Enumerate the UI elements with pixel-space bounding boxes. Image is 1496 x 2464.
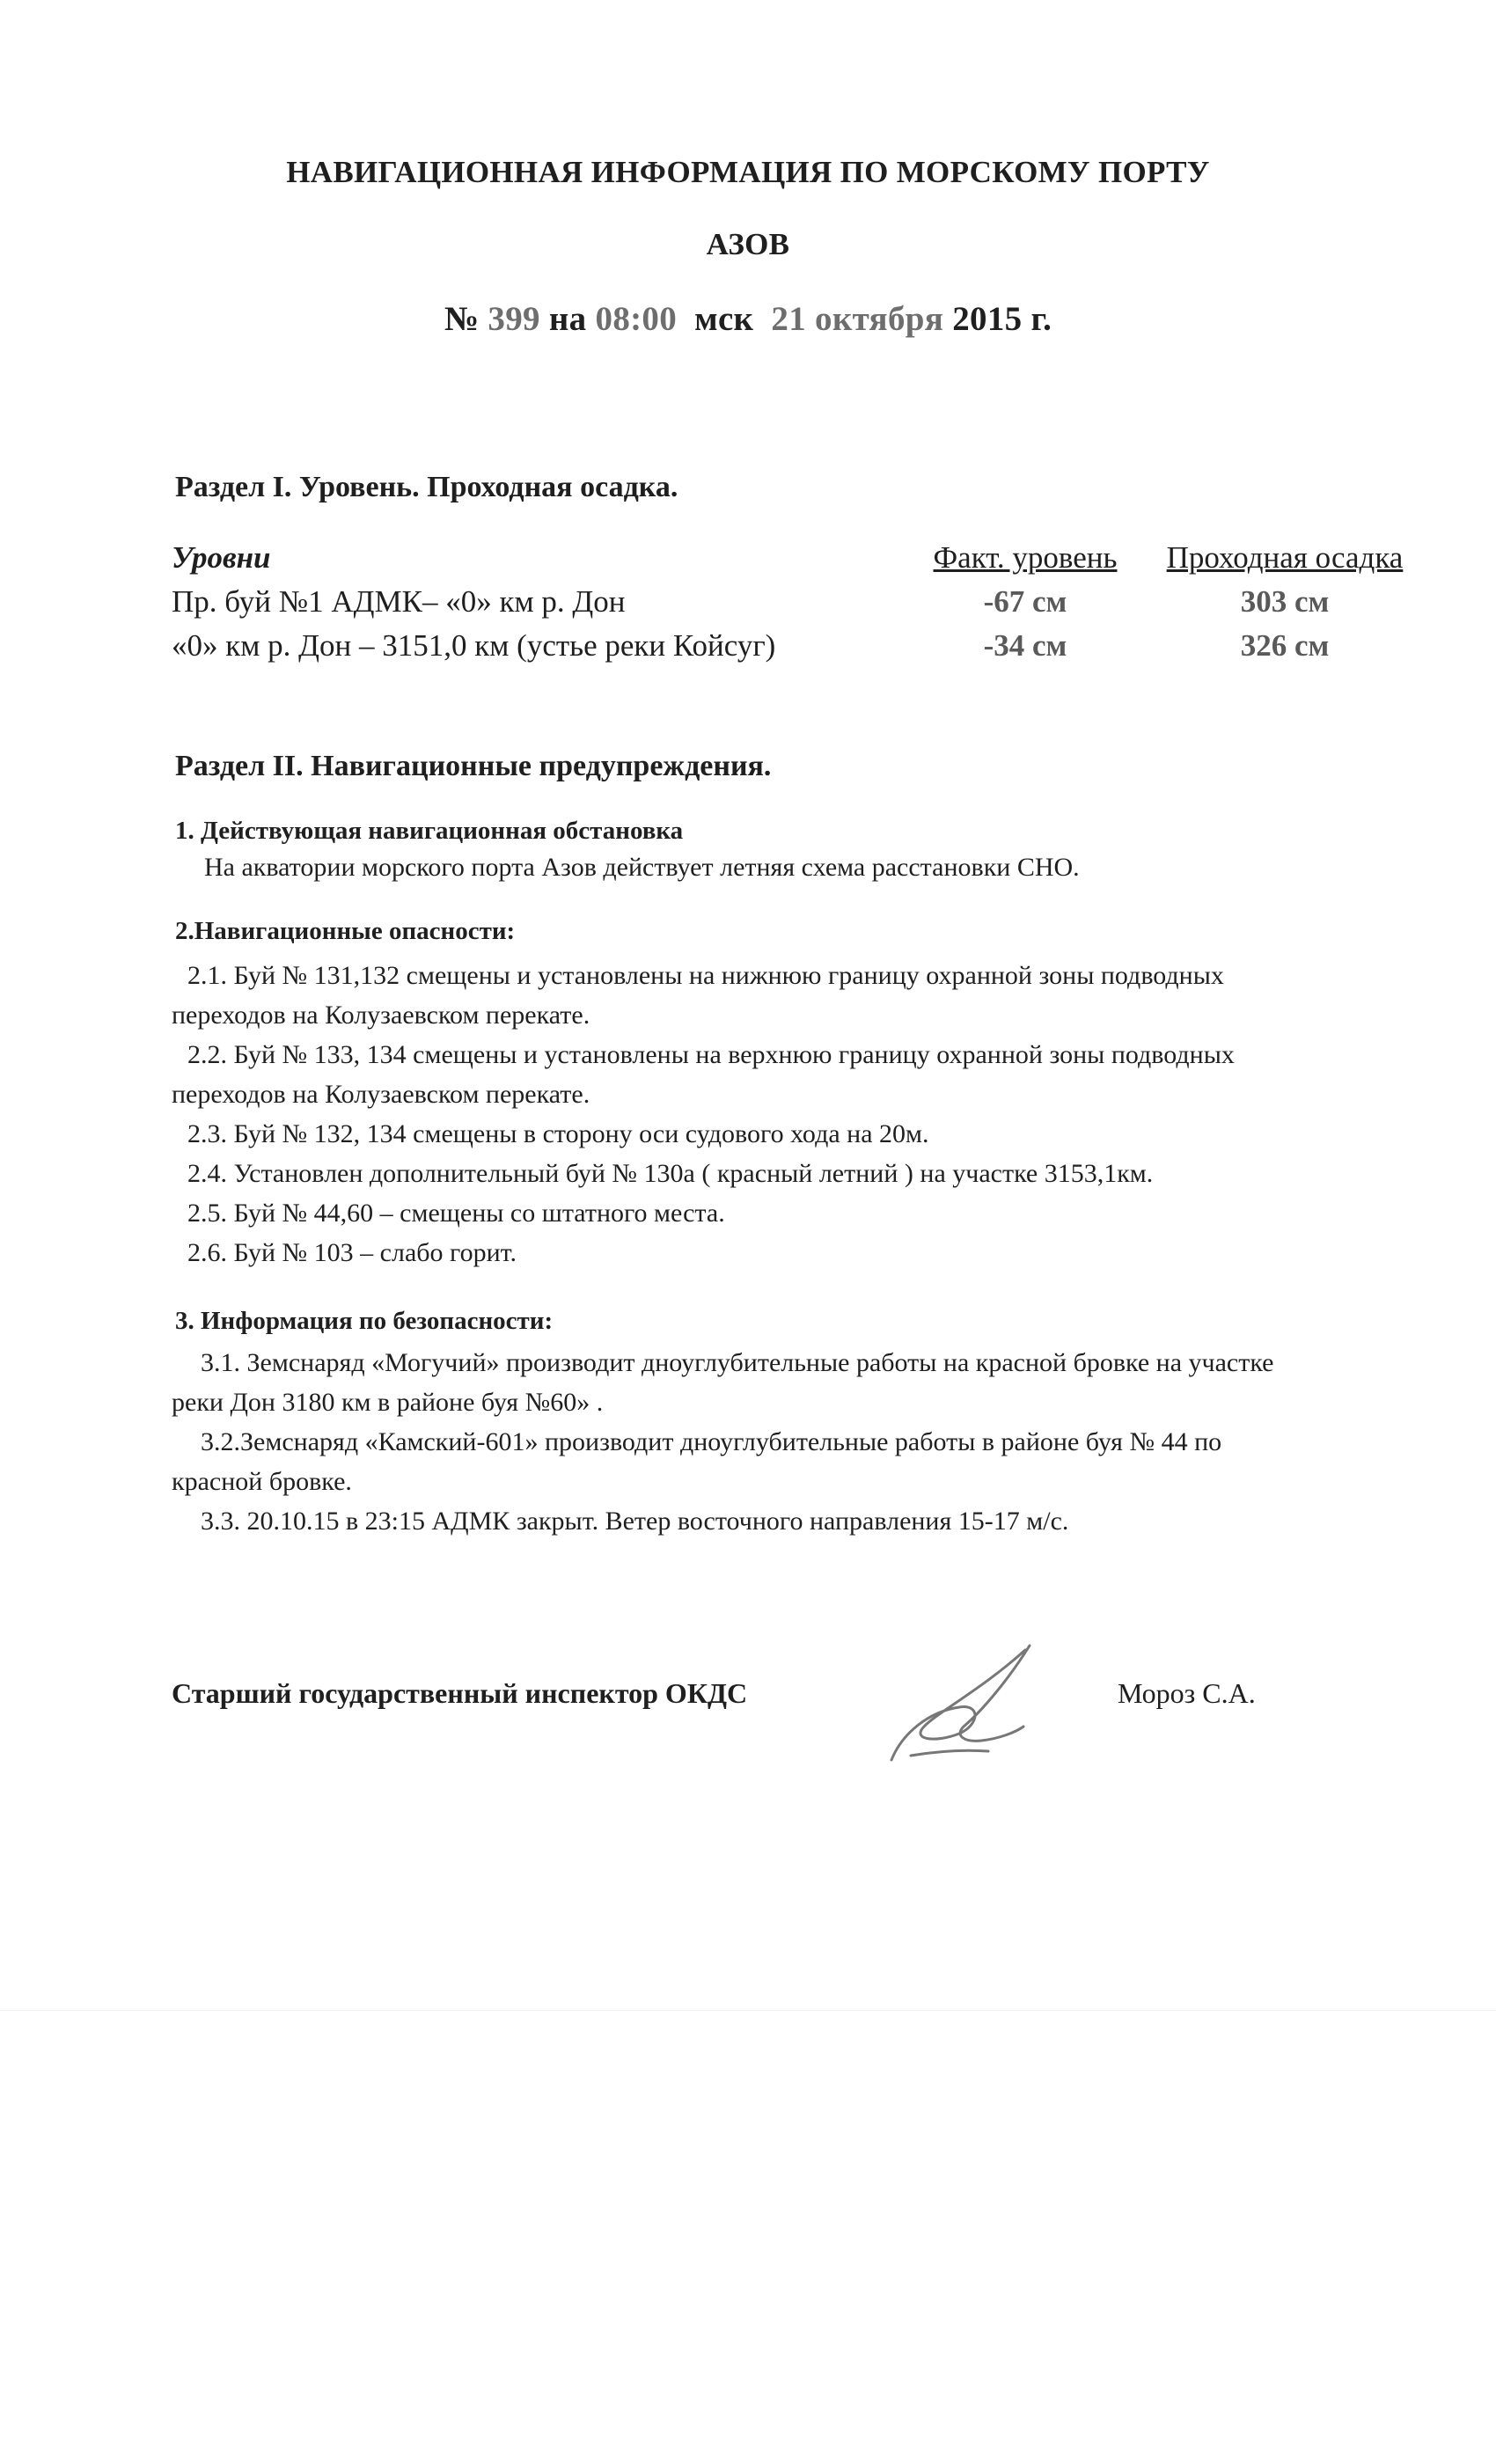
bulletin-number: 399 — [488, 300, 540, 338]
list-item-continuation: переходов на Колузаевском перекате. — [172, 1080, 590, 1109]
actual-level-value: -67 см — [983, 584, 1067, 619]
segment-label: Пр. буй №1 АДМК– «0» км р. Дон — [172, 584, 626, 619]
list-item-continuation: реки Дон 3180 км в районе буя №60» . — [172, 1388, 604, 1417]
section-1-title: Раздел I. Уровень. Проходная осадка. — [175, 471, 678, 503]
list-item-continuation: переходов на Колузаевском перекате. — [172, 1001, 590, 1030]
levels-table — [172, 540, 1421, 672]
list-item: 3.2.Земснаряд «Камский-601» производит дноуглубительные работы в районе буя № 44 по — [201, 1427, 1222, 1456]
list-item: 2.4. Установлен дополнительный буй № 130а ( красный летний ) на участке 3153,1км. — [187, 1159, 1154, 1188]
levels-header: Уровни — [172, 540, 271, 575]
section-2-title: Раздел II. Навигационные предупреждения. — [175, 750, 772, 782]
number-prefix: № — [444, 300, 480, 338]
draft-value: 303 см — [1240, 584, 1330, 619]
list-item: 3.1. Земснаряд «Могучий» производит дноуглубительные работы на красной бровке на участке — [201, 1348, 1274, 1377]
segment-label: «0» км р. Дон – 3151,0 км (устье реки Койсуг) — [172, 628, 776, 663]
list-item: 2.5. Буй № 44,60 – смещены со штатного места. — [187, 1199, 725, 1228]
list-item: 2.6. Буй № 103 – слабо горит. — [187, 1238, 517, 1267]
document-title: НАВИГАЦИОННАЯ ИНФОРМАЦИЯ ПО МОРСКОМУ ПОРТУ — [286, 155, 1210, 189]
signatory-name: Мороз С.А. — [1118, 1677, 1256, 1709]
draft-header: Проходная осадка — [1166, 540, 1404, 575]
at-word: на — [548, 300, 587, 338]
bulletin-date: 21 октября — [771, 300, 944, 338]
subsection-3-title: 3. Информация по безопасности: — [175, 1307, 554, 1335]
list-item: 3.3. 20.10.15 в 23:15 АДМК закрыт. Ветер восточного направления 15-17 м/с. — [201, 1507, 1069, 1536]
bulletin-time: 08:00 — [595, 300, 678, 338]
bulletin-year: 2015 г. — [952, 300, 1052, 338]
list-item-continuation: красной бровке. — [172, 1467, 352, 1496]
bulletin-number-line — [0, 299, 1496, 339]
table-row — [172, 628, 1421, 672]
table-row — [172, 584, 1421, 628]
actual-level-header: Факт. уровень — [933, 540, 1118, 575]
list-item: 2.2. Буй № 133, 134 смещены и установлены на верхнюю границу охранной зоны подводных — [187, 1040, 1235, 1069]
draft-value: 326 см — [1240, 628, 1330, 663]
levels-table-header — [172, 540, 1421, 584]
signatory-role: Старший государственный инспектор ОКДС — [172, 1677, 748, 1709]
subsection-2-title: 2.Навигационные опасности: — [175, 917, 516, 945]
list-item: 2.1. Буй № 131,132 смещены и установлены на нижнюю границу охранной зоны подводных — [187, 961, 1224, 990]
port-name: АЗОВ — [706, 227, 790, 261]
time-zone: мск — [694, 300, 754, 338]
list-item: 2.3. Буй № 132, 134 смещены в сторону оси судового хода на 20м. — [187, 1119, 929, 1148]
actual-level-value: -34 см — [983, 628, 1067, 663]
subsection-1-title: 1. Действующая навигационная обстановка — [175, 817, 684, 845]
signature-image — [876, 1628, 1052, 1769]
navigation-setting-text: На акватории морского порта Азов действует летняя схема расстановки СНО. — [204, 853, 1080, 882]
